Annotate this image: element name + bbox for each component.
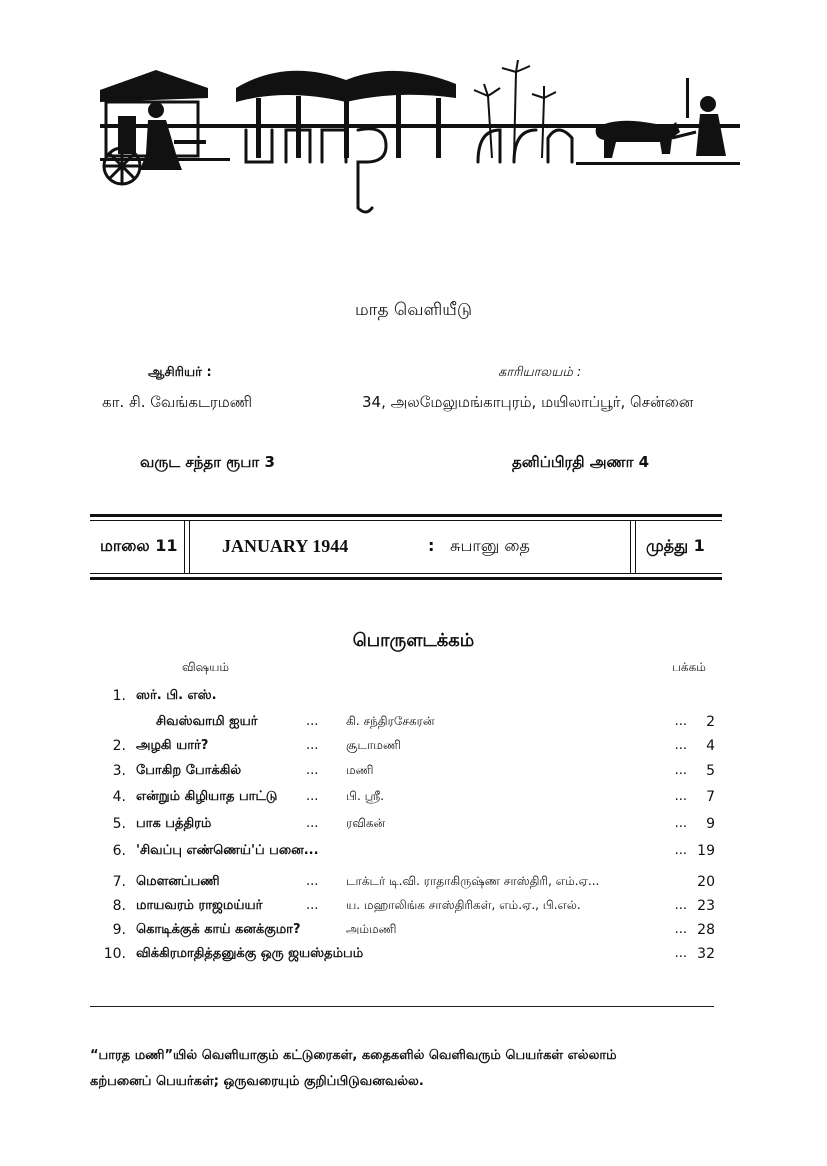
item-page: 23 (697, 898, 715, 914)
item-page: 20 (697, 874, 715, 890)
item-leader: ... (674, 738, 687, 753)
item-dots: ... (306, 816, 319, 831)
list-item (100, 922, 715, 946)
item-dots: ... (306, 714, 319, 729)
item-page: 2 (706, 714, 715, 730)
issue-date-separator: : (428, 536, 435, 555)
item-dots: ... (306, 738, 319, 753)
item-number: 4. (112, 789, 126, 805)
item-title: பாக பத்திரம் (136, 816, 212, 831)
editor-name: கா. சி. வேங்கடரமணி (102, 393, 253, 411)
item-dots: ... (306, 874, 319, 889)
item-author: ரவிகன் (346, 816, 386, 830)
item-author: சூடாமணி (346, 738, 401, 752)
item-leader: ... (674, 922, 687, 937)
item-title: 'சிவப்பு எண்ணெய்'ப் பனை... (136, 843, 319, 858)
masthead-lettering (246, 129, 572, 212)
item-number: 6. (112, 843, 126, 859)
item-title: சிவஸ்வாமி ஐயர் (156, 714, 258, 729)
band-divider-right (630, 520, 636, 574)
band-rule-top-thick (90, 514, 722, 517)
item-page: 9 (706, 816, 715, 832)
item-number: 3. (112, 763, 126, 779)
band-divider-left (184, 520, 190, 574)
item-leader: ... (674, 843, 687, 858)
item-page: 5 (706, 763, 715, 779)
item-title: ஸர். பி. எஸ். (136, 688, 217, 703)
office-label: காரியாலயம் : (498, 365, 582, 380)
editor-label: ஆசிரியர் : (148, 365, 212, 380)
single-copy-price: தனிப்பிரதி அணா 4 (512, 453, 650, 471)
item-number: 8. (112, 898, 126, 914)
item-page: 4 (706, 738, 715, 754)
item-title: அழகி யார்? (136, 738, 209, 753)
item-title: கொடிக்குக் காய் கனக்குமா? (136, 922, 301, 937)
issue-number: முத்து 1 (646, 536, 705, 555)
masthead (96, 58, 742, 218)
item-title: மாயவரம் ராஜமய்யர் (136, 898, 263, 913)
item-number: 9. (112, 922, 126, 938)
item-leader: ... (674, 816, 687, 831)
list-item (100, 816, 715, 840)
issue-tamil-date: சுபானு தை (450, 536, 530, 555)
item-author: அம்மணி (346, 922, 397, 936)
footnote-line-2: கற்பனைப் பெயர்கள்; ஒருவரையும் குறிப்பிடுவனவல்ல. (90, 1074, 424, 1089)
item-page: 32 (697, 946, 715, 962)
item-number: 5. (112, 816, 126, 832)
item-leader: ... (674, 714, 687, 729)
item-page: 19 (697, 843, 715, 859)
contents-title: பொருளடக்கம் (352, 630, 475, 651)
item-author: ய. மஹாலிங்க சாஸ்திரிகள், எம்.ஏ., பி.எல். (346, 898, 581, 912)
list-item (100, 714, 715, 738)
footer-divider (90, 1006, 714, 1007)
item-title: போகிற போக்கில் (136, 763, 242, 778)
list-item (100, 738, 715, 762)
list-item (100, 946, 715, 970)
list-item (100, 898, 715, 922)
item-dots: ... (306, 789, 319, 804)
item-number: 1. (112, 688, 126, 704)
item-author: கி. சந்திரசேகரன் (346, 714, 435, 728)
item-leader: ... (674, 898, 687, 913)
issue-volume: மாலை 11 (100, 536, 178, 555)
spinning-wheel-icon (104, 148, 140, 184)
item-title: மௌனப்பணி (136, 874, 220, 889)
issue-band (90, 514, 722, 580)
list-item (100, 763, 715, 787)
item-leader: ... (674, 763, 687, 778)
item-number: 10. (103, 946, 126, 962)
masthead-illustration (96, 58, 742, 218)
list-item (100, 843, 715, 867)
item-leader: ... (674, 946, 687, 961)
ploughman-icon (672, 78, 726, 156)
contents-page-header: பக்கம் (672, 660, 706, 674)
annual-subscription: வருட சந்தா ரூபா 3 (140, 453, 275, 471)
item-number: 7. (112, 874, 126, 890)
band-rule-bottom-thick (90, 577, 722, 580)
item-dots: ... (306, 763, 319, 778)
footnote-line-1: “பாரத மணி”யில் வெளியாகும் கட்டுரைகள், கதைகளில் வெளிவரும் பெயர்கள் எல்லாம் (90, 1048, 617, 1063)
office-address: 34, அலமேலுமங்காபுரம், மயிலாப்பூர், சென்னை (362, 393, 694, 411)
item-author: மணி (346, 763, 374, 777)
item-leader: ... (674, 789, 687, 804)
item-number: 2. (112, 738, 126, 754)
publication-subtitle: மாத வெளியீடு (354, 300, 473, 320)
item-dots: ... (306, 898, 319, 913)
item-page: 28 (697, 922, 715, 938)
item-page: 7 (706, 789, 715, 805)
palm-trees-icon (474, 60, 556, 158)
contents-subject-header: விஷயம் (182, 660, 230, 674)
item-author: டாக்டர் டி.வி. ராதாகிருஷ்ண சாஸ்திரி, எம்.ஏ... (346, 874, 600, 888)
item-author: பி. ஸ்ரீ. (346, 789, 384, 803)
item-title: என்றும் கிழியாத பாட்டு (136, 789, 278, 804)
item-title: விக்கிரமாதித்தனுக்கு ஒரு ஜயஸ்தம்பம் (136, 946, 364, 961)
issue-date: JANUARY 1944 (222, 536, 349, 556)
list-item (100, 789, 715, 813)
list-item (100, 688, 715, 712)
list-item (100, 874, 715, 898)
